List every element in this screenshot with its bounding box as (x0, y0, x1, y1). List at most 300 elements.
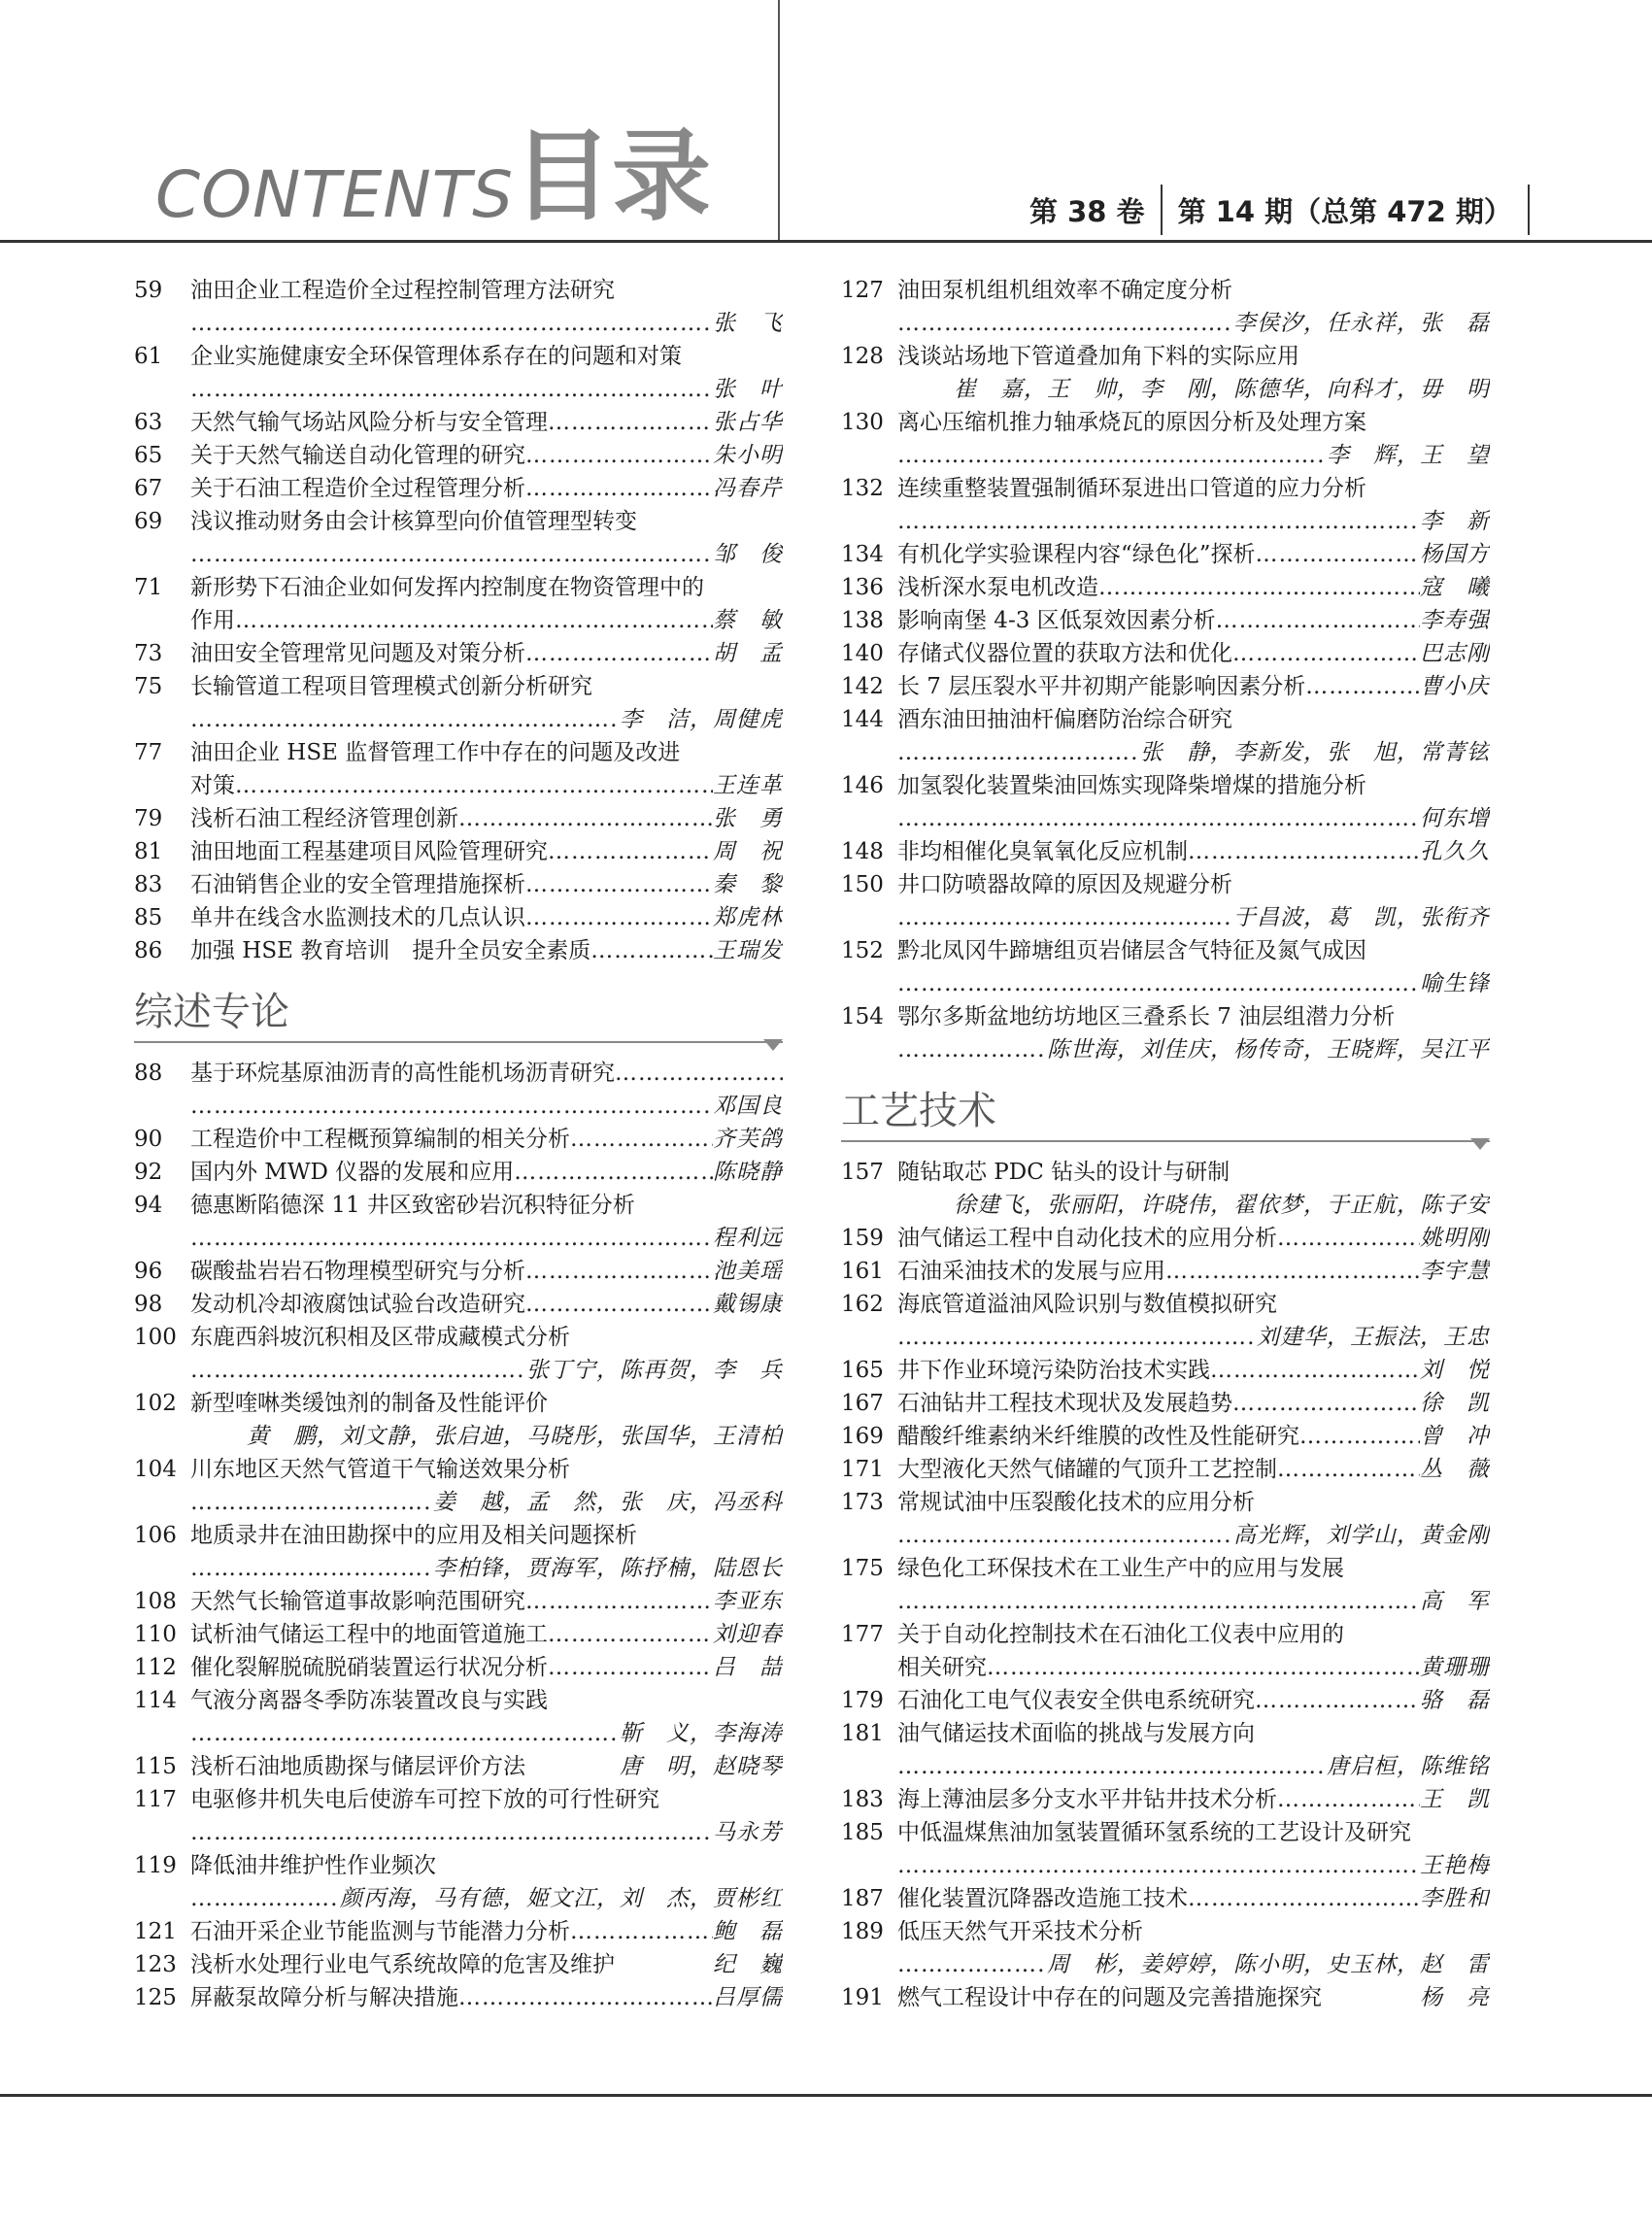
toc-entry (841, 1552, 1490, 1618)
toc-line (841, 802, 1490, 835)
toc-line (134, 736, 783, 769)
toc-line (841, 439, 1490, 472)
article-authors: 靳 义，李海涛 (620, 1721, 783, 1746)
section-marker (1470, 1138, 1490, 1150)
article-title: 浅析石油地质勘探与储层评价方法 (190, 1754, 525, 1779)
article-title: 发动机冷却液腐蚀试验台改造研究 (190, 1292, 525, 1317)
toc-line (134, 1255, 783, 1288)
article-authors: 唐启桓，陈维铭 (1327, 1754, 1490, 1779)
leader-dots (1188, 1882, 1420, 1915)
toc-line (841, 1849, 1490, 1882)
toc-line (841, 1033, 1490, 1066)
toc-line (841, 1783, 1490, 1816)
toc-entry (134, 1750, 783, 1783)
leader-dots (458, 1981, 713, 2014)
leader-dots (190, 1222, 713, 1255)
article-authors: 王艳梅 (1420, 1853, 1490, 1878)
toc-line (841, 274, 1490, 307)
page-number: 162 (841, 1292, 884, 1317)
article-authors: 李亚东 (713, 1589, 783, 1614)
toc-entry (134, 934, 783, 967)
page-number: 100 (134, 1325, 177, 1350)
leader-dots (897, 505, 1420, 538)
issue-end-separator (1528, 185, 1530, 235)
article-authors: 曾 冲 (1420, 1424, 1490, 1449)
leader-dots (1210, 1354, 1420, 1387)
article-title: 井下作业环境污染防治技术实践 (897, 1358, 1210, 1383)
toc-line (134, 1354, 783, 1387)
article-title: 德惠断陷德深 11 井区致密砂岩沉积特征分析 (190, 1193, 635, 1218)
footer-rule (0, 2094, 1652, 2097)
page-number: 173 (841, 1490, 884, 1515)
leader-dots (615, 1057, 783, 1090)
article-authors: 李柏锋，贾海军，陈抒楠，陆恩长 (433, 1556, 783, 1581)
page-number: 183 (841, 1787, 884, 1812)
toc-entry (841, 1000, 1490, 1066)
article-authors: 周 彬，姜婷婷，陈小明，史玉林，赵 雷 (1047, 1952, 1490, 1977)
toc-line (841, 406, 1490, 439)
leader-dots (1255, 1684, 1420, 1717)
page-number: 86 (134, 938, 163, 963)
article-title: 气液分离器冬季防冻装置改良与实践 (190, 1688, 548, 1713)
page-number: 152 (841, 938, 884, 963)
article-authors: 鲍 磊 (713, 1919, 783, 1944)
leader-dots (987, 1651, 1420, 1684)
toc-line (841, 1816, 1490, 1849)
article-authors: 陈世海，刘佳庆，杨传奇，王晓辉，吴江平 (1047, 1037, 1490, 1062)
article-authors: 高 军 (1420, 1589, 1490, 1614)
toc-line (134, 307, 783, 340)
toc-line (841, 1288, 1490, 1321)
toc-entry (841, 1486, 1490, 1552)
article-title: 屏蔽泵故障分析与解决措施 (190, 1985, 458, 2010)
header-divider (778, 0, 780, 240)
toc-entry (134, 1387, 783, 1453)
article-authors: 吕厚儒 (713, 1985, 783, 2010)
toc-line (134, 340, 783, 373)
brand-contents-text: CONTENTS (155, 157, 515, 232)
toc-line (134, 934, 783, 967)
toc-entry (134, 670, 783, 736)
page-number: 138 (841, 608, 884, 633)
article-title: 电驱修井机失电后使游车可控下放的可行性研究 (190, 1787, 659, 1812)
leader-dots (1098, 571, 1420, 604)
toc-entry (134, 1057, 783, 1123)
article-title: 影响南堡 4-3 区低泵效因素分析 (897, 608, 1216, 633)
article-authors: 骆 磊 (1420, 1688, 1490, 1713)
toc-entry (134, 505, 783, 571)
article-authors: 曹小庆 (1420, 674, 1490, 699)
article-authors: 周 祝 (713, 839, 783, 864)
leader-dots (570, 1123, 713, 1156)
page-header (0, 0, 1652, 245)
leader-dots (190, 1090, 713, 1123)
toc-entry (134, 1453, 783, 1519)
toc-entry (134, 1651, 783, 1684)
article-authors: 张 飞 (713, 311, 783, 336)
toc-line (134, 571, 783, 604)
page-number: 94 (134, 1193, 163, 1218)
leader-dots (190, 1816, 713, 1849)
leader-dots (1216, 604, 1420, 637)
toc-line (841, 1717, 1490, 1750)
toc-line (134, 1453, 783, 1486)
article-title: 天然气输气场站风险分析与安全管理 (190, 410, 548, 435)
toc-line (134, 1090, 783, 1123)
page-number: 148 (841, 839, 884, 864)
toc-entry (841, 1288, 1490, 1354)
toc-line (841, 307, 1490, 340)
article-authors: 蔡 敏 (713, 608, 783, 633)
toc-entry (134, 1981, 783, 2014)
toc-line (134, 505, 783, 538)
article-title: 油田安全管理常见问题及对策分析 (190, 641, 525, 666)
toc-entry (841, 604, 1490, 637)
article-authors: 张占华 (713, 410, 783, 435)
article-title: 浅谈站场地下管道叠加角下料的实际应用 (897, 344, 1299, 369)
leader-dots (190, 1882, 340, 1915)
leader-dots (525, 1255, 713, 1288)
toc-entry (841, 1783, 1490, 1816)
toc-line (841, 538, 1490, 571)
article-title: 基于环烷基原油沥青的高性能机场沥青研究 (190, 1061, 615, 1086)
leader-dots (1277, 1453, 1420, 1486)
article-authors: 张 叶 (713, 377, 783, 402)
toc-line (841, 736, 1490, 769)
article-title: 试析油气储运工程中的地面管道施工 (190, 1622, 548, 1647)
page-number: 185 (841, 1820, 884, 1845)
toc-entry (841, 340, 1490, 406)
page-number: 102 (134, 1391, 177, 1416)
toc-line (841, 1420, 1490, 1453)
toc-line (134, 1948, 783, 1981)
article-authors: 池美瑶 (713, 1259, 783, 1284)
toc-line (841, 1618, 1490, 1651)
article-title: 油气储运技术面临的挑战与发展方向 (897, 1721, 1255, 1746)
page-number: 142 (841, 674, 884, 699)
article-authors: 李宇慧 (1420, 1259, 1490, 1284)
leader-dots (897, 1750, 1327, 1783)
toc-line (841, 340, 1490, 373)
toc-entry (134, 1783, 783, 1849)
leader-dots (190, 1552, 433, 1585)
page-number: 110 (134, 1622, 177, 1647)
page-number: 65 (134, 443, 163, 468)
toc-entry (841, 1717, 1490, 1783)
page-number: 85 (134, 905, 163, 930)
page-number: 104 (134, 1457, 177, 1482)
toc-entry (841, 1387, 1490, 1420)
toc-entry (841, 1915, 1490, 1981)
leader-dots (570, 1915, 713, 1948)
article-authors: 李 辉，王 望 (1327, 443, 1490, 468)
article-title: 浅析深水泵电机改造 (897, 575, 1098, 600)
article-title: 长输管道工程项目管理模式创新分析研究 (190, 674, 592, 699)
article-authors: 姜 越，孟 然，张 庆，冯丞科 (433, 1490, 783, 1515)
toc-entry (134, 1585, 783, 1618)
toc-right-column (841, 274, 1490, 2014)
toc-entry (134, 802, 783, 835)
article-authors: 邹 俊 (713, 542, 783, 567)
page-number: 75 (134, 674, 163, 699)
issue-info (1029, 185, 1530, 235)
section-heading (134, 967, 783, 1057)
article-title: 浅议推动财务由会计核算型向价值管理型转变 (190, 509, 637, 534)
article-authors: 马永芳 (713, 1820, 783, 1845)
brand-mulu-text: 目录 (513, 119, 711, 235)
article-title: 低压天然气开采技术分析 (897, 1919, 1143, 1944)
toc-line (134, 1981, 783, 2014)
page-number: 117 (134, 1787, 177, 1812)
article-title: 油田企业工程造价全过程控制管理方法研究 (190, 278, 615, 303)
page-number: 81 (134, 839, 163, 864)
issue-separator (1161, 185, 1163, 235)
leader-dots (190, 703, 620, 736)
toc-line (134, 538, 783, 571)
page-number: 179 (841, 1688, 884, 1713)
article-title: 川东地区天然气管道干气输送效果分析 (190, 1457, 570, 1482)
article-authors: 喻生锋 (1420, 971, 1490, 996)
section-rule (841, 1140, 1490, 1142)
leader-dots (1277, 1783, 1420, 1816)
article-authors: 杨 亮 (1420, 1985, 1490, 2010)
toc-line (134, 637, 783, 670)
toc-line (134, 1222, 783, 1255)
toc-line (134, 670, 783, 703)
article-title: 催化裂解脱硫脱硝装置运行状况分析 (190, 1655, 548, 1680)
article-authors: 李寿强 (1420, 608, 1490, 633)
page-number: 88 (134, 1061, 163, 1086)
article-authors: 李胜和 (1420, 1886, 1490, 1911)
toc-entry (841, 538, 1490, 571)
toc-entry (134, 1321, 783, 1387)
toc-entry (841, 1981, 1490, 2014)
page-number: 171 (841, 1457, 884, 1482)
article-title-cont: 相关研究 (897, 1655, 987, 1680)
toc-line (841, 571, 1490, 604)
article-authors: 颜丙海，马有德，姬文江，刘 杰，贾彬红 (340, 1886, 783, 1911)
toc-entry (841, 1453, 1490, 1486)
article-authors: 杨国方 (1420, 542, 1490, 567)
toc-line (134, 1387, 783, 1420)
page-number: 115 (134, 1754, 177, 1779)
article-authors: 李 新 (1420, 509, 1490, 534)
toc-line (841, 967, 1490, 1000)
toc-entry (134, 1519, 783, 1585)
page-number: 189 (841, 1919, 884, 1944)
article-authors: 黄珊珊 (1420, 1655, 1490, 1680)
toc-line (134, 1651, 783, 1684)
toc-line (841, 901, 1490, 934)
section-heading (841, 1066, 1490, 1156)
section-rule (134, 1041, 783, 1043)
toc-line (841, 1222, 1490, 1255)
article-title: 新型喹啉类缓蚀剂的制备及性能评价 (190, 1391, 548, 1416)
article-authors: 李 洁，周健虎 (620, 707, 783, 732)
leader-dots (1277, 1222, 1420, 1255)
issue-label: 第 14 期（总第 472 期） (1177, 194, 1512, 228)
page-number: 167 (841, 1391, 884, 1416)
article-authors: 丛 薇 (1420, 1457, 1490, 1482)
toc-entry (841, 274, 1490, 340)
toc-entry (134, 1156, 783, 1189)
toc-entry (841, 1882, 1490, 1915)
toc-line (134, 1552, 783, 1585)
leader-dots (514, 1156, 713, 1189)
toc-line (134, 1585, 783, 1618)
toc-line (134, 274, 783, 307)
page-number: 63 (134, 410, 163, 435)
toc-left-column (134, 274, 783, 2014)
article-authors: 徐建飞，张丽阳，许晓伟，翟依梦，于正航，陈子安 (954, 1193, 1490, 1218)
leader-dots (548, 1651, 713, 1684)
toc-line (841, 1519, 1490, 1552)
article-authors: 高光辉，刘学山，黄金刚 (1233, 1523, 1490, 1548)
section-title: 工艺技术 (841, 1089, 996, 1133)
article-title: 加氢裂化装置柴油回炼实现降柴增煤的措施分析 (897, 773, 1366, 798)
toc-line (841, 373, 1490, 406)
article-authors: 王连革 (713, 773, 783, 798)
toc-line (134, 1717, 783, 1750)
page-number: 127 (841, 278, 884, 303)
toc-line (134, 1519, 783, 1552)
toc-entry (134, 1123, 783, 1156)
article-title: 天然气长输管道事故影响范围研究 (190, 1589, 525, 1614)
toc-line (841, 1354, 1490, 1387)
toc-line (841, 1000, 1490, 1033)
page-number: 128 (841, 344, 884, 369)
page-number: 191 (841, 1985, 884, 2010)
toc-entry (841, 571, 1490, 604)
page-number: 79 (134, 806, 163, 831)
page-number: 157 (841, 1160, 884, 1185)
page-number: 177 (841, 1622, 884, 1647)
toc-entry (134, 1915, 783, 1948)
leader-dots (1165, 1255, 1420, 1288)
toc-entry (134, 1948, 783, 1981)
toc-entry (134, 637, 783, 670)
leader-dots (190, 1717, 620, 1750)
article-title: 油田企业 HSE 监督管理工作中存在的问题及改进 (190, 740, 681, 765)
toc-line (841, 1486, 1490, 1519)
toc-line (841, 934, 1490, 967)
page-number: 112 (134, 1655, 177, 1680)
toc-line (841, 769, 1490, 802)
article-authors: 寇 曦 (1420, 575, 1490, 600)
toc-entry (841, 835, 1490, 868)
article-title: 油田泵机组机组效率不确定度分析 (897, 278, 1232, 303)
article-authors: 纪 巍 (713, 1952, 783, 1977)
leader-dots (1232, 637, 1420, 670)
toc-entry (134, 340, 783, 406)
toc-entry (841, 670, 1490, 703)
toc-line (134, 1783, 783, 1816)
header-rule (0, 240, 1652, 243)
article-title: 常规试油中压裂酸化技术的应用分析 (897, 1490, 1255, 1515)
page-number: 69 (134, 509, 163, 534)
article-title: 关于天然气输送自动化管理的研究 (190, 443, 525, 468)
toc-line (134, 1123, 783, 1156)
toc-entry (134, 868, 783, 901)
article-authors: 郑虎林 (713, 905, 783, 930)
article-title: 工程造价中工程概预算编制的相关分析 (190, 1127, 570, 1152)
toc-line (134, 835, 783, 868)
article-title: 有机化学实验课程内容“绿色化”探析 (897, 542, 1256, 567)
toc-line (841, 1387, 1490, 1420)
toc-line (134, 1420, 783, 1453)
article-title: 非均相催化臭氧氧化反应机制 (897, 839, 1188, 864)
article-title: 企业实施健康安全环保管理体系存在的问题和对策 (190, 344, 682, 369)
leader-dots (190, 1354, 526, 1387)
section-marker (763, 1039, 783, 1051)
page-number: 67 (134, 476, 163, 501)
toc-line (841, 505, 1490, 538)
toc-entry (134, 274, 783, 340)
article-title: 鄂尔多斯盆地纺坊地区三叠系长 7 油层组潜力分析 (897, 1004, 1396, 1029)
article-title: 长 7 层压裂水平井初期产能影响因素分析 (897, 674, 1306, 699)
toc-line (841, 1948, 1490, 1981)
leader-dots (190, 1486, 433, 1519)
page-number: 132 (841, 476, 884, 501)
page-number: 90 (134, 1127, 163, 1152)
page-number: 181 (841, 1721, 884, 1746)
toc-line (841, 1321, 1490, 1354)
leader-dots (1299, 1420, 1420, 1453)
page-number: 123 (134, 1952, 177, 1977)
toc-line (134, 1057, 783, 1090)
toc-line (134, 1915, 783, 1948)
volume-label: 第 38 卷 (1029, 194, 1145, 228)
toc-line (134, 1486, 783, 1519)
article-authors: 齐芙鸽 (713, 1127, 783, 1152)
article-authors: 巴志刚 (1420, 641, 1490, 666)
toc-entry (841, 1222, 1490, 1255)
toc-entry (841, 1156, 1490, 1222)
toc-entry (134, 736, 783, 802)
leader-dots (525, 1585, 713, 1618)
toc-line (134, 703, 783, 736)
article-title-cont: 作用 (190, 608, 235, 633)
toc-line (841, 1750, 1490, 1783)
toc-line (134, 1288, 783, 1321)
article-title: 地质录井在油田勘探中的应用及相关问题探析 (190, 1523, 637, 1548)
page-number: 114 (134, 1688, 177, 1713)
leader-dots (190, 307, 713, 340)
toc-line (841, 637, 1490, 670)
leader-dots (897, 967, 1420, 1000)
toc-entry (134, 406, 783, 439)
toc-line (134, 901, 783, 934)
article-title: 黔北凤冈牛蹄塘组页岩储层含气特征及氮气成因 (897, 938, 1366, 963)
leader-dots (525, 1288, 713, 1321)
article-title: 海上薄油层多分支水平井钻井技术分析 (897, 1787, 1277, 1812)
toc-line (134, 1750, 783, 1783)
toc-entry (841, 1618, 1490, 1684)
toc-line (841, 1453, 1490, 1486)
leader-dots (897, 439, 1327, 472)
article-authors: 于昌波，葛 凯，张衔齐 (1233, 905, 1490, 930)
toc-line (841, 1189, 1490, 1222)
page-number: 140 (841, 641, 884, 666)
page-number: 154 (841, 1004, 884, 1029)
toc-entry (134, 901, 783, 934)
toc-line (134, 868, 783, 901)
page-number: 161 (841, 1259, 884, 1284)
toc-entry (134, 1849, 783, 1915)
article-title: 催化装置沉降器改造施工技术 (897, 1886, 1188, 1911)
toc-entry (134, 1189, 783, 1255)
article-title: 国内外 MWD 仪器的发展和应用 (190, 1160, 515, 1185)
